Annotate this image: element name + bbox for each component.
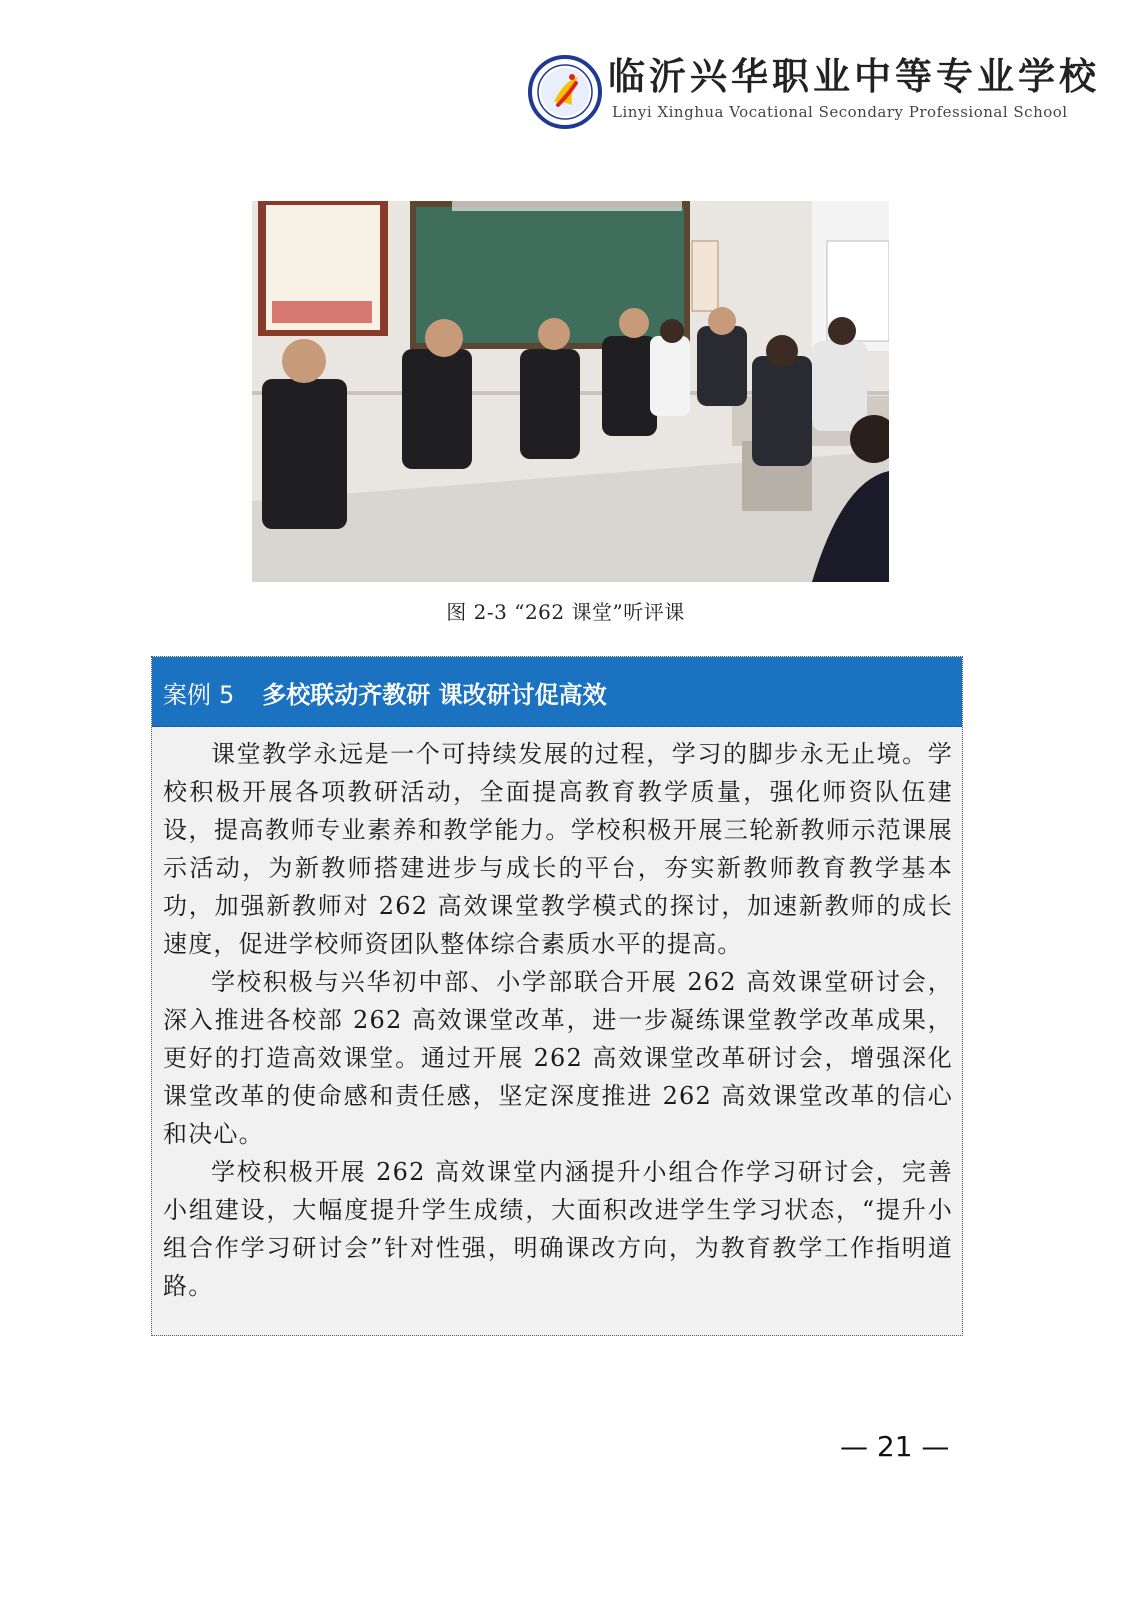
- school-emblem-icon: [528, 55, 602, 129]
- school-name-chinese: 临沂兴华职业中等专业学校: [608, 55, 1100, 98]
- case-title: 多校联动齐教研 课改研讨促高效: [262, 681, 607, 709]
- case-header-bar: [152, 657, 962, 727]
- case-paragraph: 学校积极开展 262 高效课堂内涵提升小组合作学习研讨会，完善小组建设，大幅度提升学生成绩，大面积改进学生学习状态，“提升小组合作学习研讨会”针对性强，明确课改方向，为教育教学工作指明道路。: [163, 1158, 953, 1300]
- case-body: [163, 735, 953, 1305]
- page-number: — 21 —: [840, 1430, 950, 1463]
- figure-caption: 图 2-3 “262 课堂”听评课: [446, 600, 685, 624]
- case-number: 5: [219, 681, 235, 709]
- case-paragraph: 课堂教学永远是一个可持续发展的过程，学习的脚步永无止境。学校积极开展各项教研活动，全面提高教育教学质量，强化师资队伍建设，提高教师专业素养和教学能力。学校积极开展三轮新教师示范课展示活动，为新教师搭建进步与成长的平台，夯实新教师教育教学基本功，加强新教师对 262 高效课堂教学模式的探讨，加速新教师的成长速度，促进学校师资团队整体综合素质水平的提高。: [163, 740, 953, 958]
- case-paragraph: 学校积极与兴华初中部、小学部联合开展 262 高效课堂研讨会，深入推进各校部 262 高效课堂改革，进一步凝练课堂教学改革成果，更好的打造高效课堂。通过开展 262 高效课堂改革研讨会，增强深化课堂改革的使命感和责任感，坚定深度推进 262 高效课堂改革的信心和决心。: [163, 968, 953, 1148]
- classroom-photo: [252, 201, 889, 582]
- case-label: 案例: [163, 681, 211, 709]
- case-study-box: [151, 656, 963, 1336]
- school-name-english: Linyi Xinghua Vocational Secondary Professional School: [612, 103, 1068, 121]
- page-header: [528, 55, 1100, 135]
- case-heading: [163, 675, 607, 710]
